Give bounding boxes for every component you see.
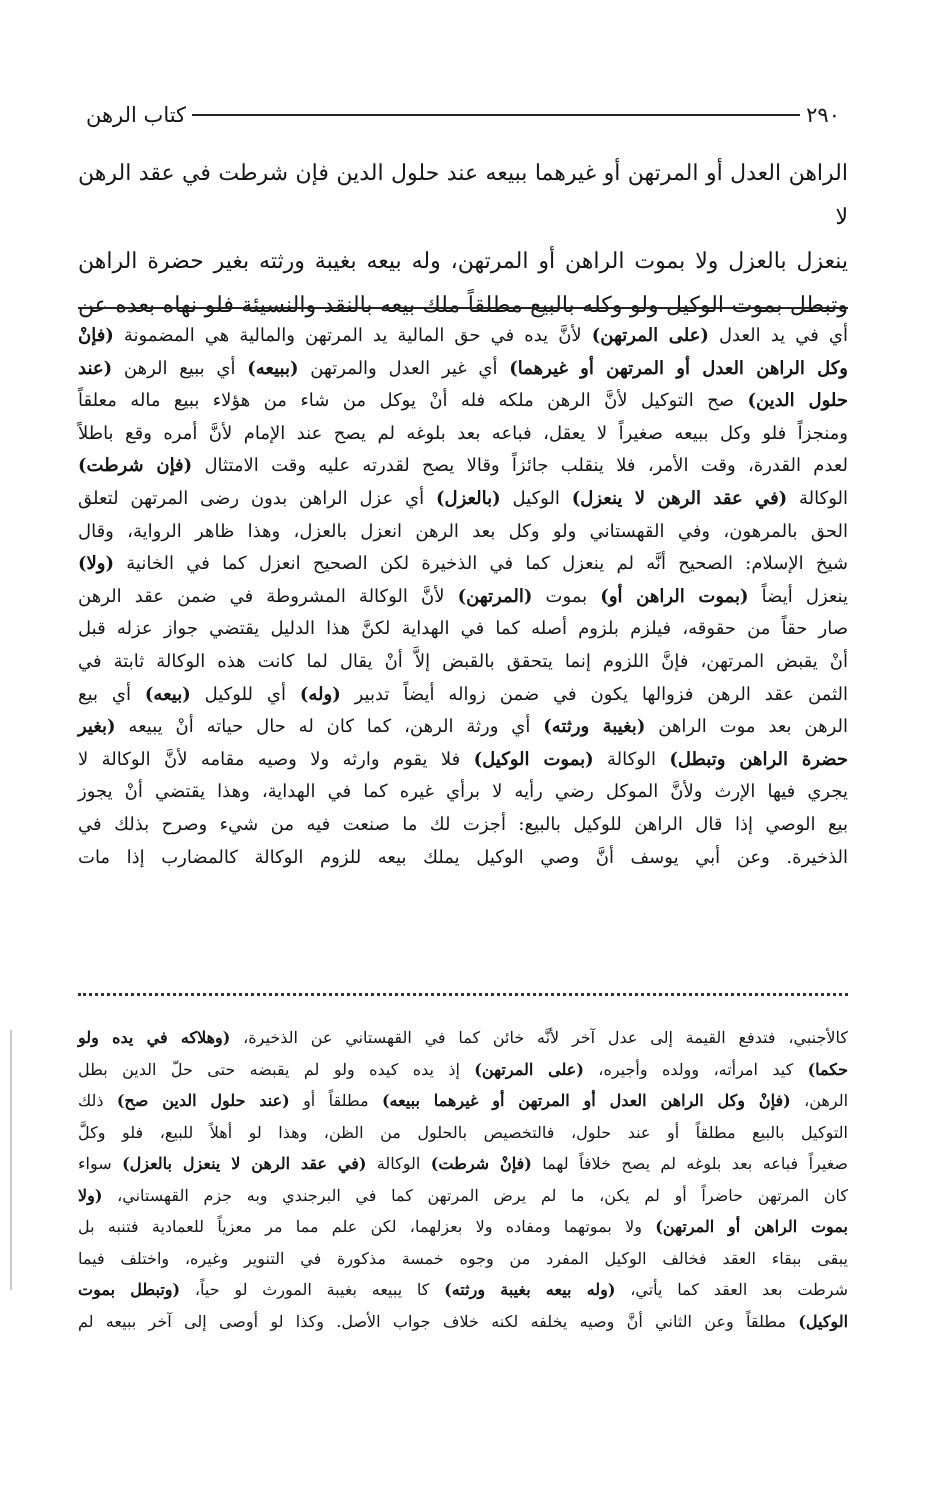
bold-matn-quote: (المرتهن): [457, 585, 533, 607]
text-run: الثمن عقد الرهن فزوالها يكون في ضمن زواله أيضاً تدبير: [340, 683, 848, 705]
footnote-separator-dots: [78, 993, 848, 996]
text-run: أي غير العدل والمرتهن: [298, 357, 510, 379]
text-run: أي ببيع الرهن: [112, 357, 248, 379]
text-run: الحق بالمرهون، وفي القهستاني ولو وكل بعد الرهن انعزل بالعزل، وهذا ظاهر الرواية، وقال: [78, 520, 848, 542]
bold-matn-quote: (وهلاكه في يده ولو: [78, 1028, 231, 1047]
text-run: أنْ يقبض المرتهن، فإنَّ اللزوم إنما يتحقق بالقبض إلاَّ أنْ يقال لما كانت هذه الوكالة ثابتة في: [78, 650, 848, 672]
commentary-line: [78, 418, 848, 451]
bold-matn-quote: حضرة الراهن وتبطل): [669, 748, 848, 770]
text-run: الوكالة: [593, 748, 670, 770]
commentary-line: [78, 776, 848, 809]
bold-matn-quote: (على المرتهن): [474, 1059, 584, 1079]
text-run: أي بيع: [78, 683, 145, 705]
matn-line: ينعزل بالعزل ولا بموت الراهن أو المرتهن، وله بيعه بغيبة ورثته بغير حضرة الراهن: [78, 249, 848, 274]
commentary-line: [78, 711, 848, 744]
commentary-line: [78, 483, 848, 516]
footnote-line: [78, 1180, 848, 1212]
commentary-line: [78, 613, 848, 646]
commentary-line: [78, 744, 848, 777]
footnote-line: [78, 1211, 848, 1243]
text-run: ومنجزاً فلو وكل ببيعه صغيراً لا يعقل، فباعه بعد بلوغه لم يصح عند الإمام لأنَّ أمره وقع باطلاً: [78, 422, 848, 444]
header-rule: [192, 114, 800, 116]
footnote-line: [78, 1117, 848, 1149]
commentary-line: [78, 320, 848, 353]
bold-matn-quote: (في عقد الرهن لا ينعزل بالعزل): [122, 1154, 367, 1173]
bold-matn-quote: بموت الراهن أو المرتهن): [655, 1217, 848, 1236]
bold-matn-quote: (عند حلول الدين صح): [116, 1091, 290, 1110]
text-run: الوكالة: [787, 487, 848, 509]
bold-matn-quote: (وله بيعه بغيبة ورثته): [444, 1280, 616, 1299]
matn-separator-line: [78, 307, 848, 309]
text-run: الوكالة: [366, 1154, 431, 1173]
text-run: لأنَّ يده في حق المالية يد المرتهن والمالية هي المضمونة: [113, 325, 592, 346]
matn-block: [78, 152, 848, 328]
text-run: لعدم القدرة، وقت الأمر، فلا ينقلب جائزاً وقالا يصح لقدرته عليه وقت الامتثال: [192, 455, 849, 477]
footnote-block: [78, 1022, 848, 1337]
running-header: [78, 98, 848, 132]
bold-matn-quote: الوكيل): [798, 1311, 849, 1331]
bold-matn-quote: وكل الراهن العدل أو المرتهن أو غيرهما): [509, 357, 848, 379]
text-run: أي في يد العدل: [708, 325, 848, 346]
text-run: الرهن،: [790, 1091, 849, 1110]
text-run: كا يبيعه بغيبة المورث لو حياً،: [180, 1280, 445, 1299]
footnote-line: [78, 1022, 848, 1054]
bold-matn-quote: حكما): [807, 1059, 848, 1079]
text-run: أي للوكيل: [190, 683, 300, 705]
bold-matn-quote: (وتبطل بموت: [78, 1280, 181, 1299]
bold-matn-quote: (بيعه): [144, 683, 191, 705]
scan-edge-mark: [10, 1030, 12, 1290]
text-run: بموت: [532, 585, 601, 607]
text-run: أي عزل الراهن بدون رضى المرتهن لتعلق: [78, 487, 436, 509]
bold-matn-quote: (ولا): [78, 553, 114, 575]
matn-line: وتبطل بموت الوكيل ولو وكله بالبيع مطلقاً ملك بيعه بالنقد والنسيئة فلو نهاه بعده عن: [78, 293, 848, 318]
bold-matn-quote: (بموت الوكيل): [473, 748, 594, 770]
commentary-line: [78, 516, 848, 549]
bold-matn-quote: حلول الدين): [747, 390, 848, 412]
text-run: يبقى ببقاء العقد فخالف الوكيل المفرد من وجوه خمسة مذكورة في التنوير وغيره، واختلف فيما: [78, 1248, 848, 1268]
commentary-line: [78, 809, 848, 842]
commentary-line: [78, 548, 848, 581]
text-run: التوكيل بالبيع مطلقاً أو عند حلول، فالتخصيص بالحلول من الظن، وهذا لو أهلاً للبيع، فلو وكلَّ: [78, 1122, 848, 1142]
text-run: مطلقاً أو: [289, 1091, 382, 1110]
text-run: الذخيرة. وعن أبي يوسف أنَّ وصي الوكيل يملك بيعه للزوم الوكالة كالمضارب إذا مات: [78, 846, 849, 868]
text-run: سواء: [78, 1154, 123, 1173]
text-run: الرهن بعد موت الراهن: [645, 716, 849, 738]
matn-line: الراهن العدل أو المرتهن أو غيرهما ببيعه عند حلول الدين فإن شرطت في عقد الرهن لا: [78, 161, 848, 230]
text-run: كالأجنبي، فتدفع القيمة إلى عدل آخر لأنَّه خائن كما في القهستاني عن الذخيرة،: [230, 1028, 849, 1047]
bold-matn-quote: (بالعزل): [435, 487, 501, 509]
footnote-line: [78, 1306, 848, 1338]
text-run: لأنَّ الوكالة المشروطة في ضمن عقد الرهن: [78, 585, 458, 607]
bold-matn-quote: (ببيعه): [247, 357, 299, 379]
text-run: الوكيل: [500, 487, 572, 509]
commentary-line: [78, 353, 848, 386]
bold-matn-quote: (فإنْ: [78, 325, 114, 346]
commentary-line: [78, 581, 848, 614]
commentary-line: [78, 646, 848, 679]
text-run: صغيراً فباعه بعد بلوغه لم يصح خلافاً لهما: [531, 1154, 849, 1173]
text-run: ينعزل أيضاً: [748, 585, 849, 607]
footnote-line: [78, 1274, 848, 1306]
commentary-line: [78, 385, 848, 418]
text-run: شرطت بعد العقد كما يأتي،: [615, 1280, 849, 1299]
text-run: ذلك: [78, 1091, 117, 1110]
bold-matn-quote: (عند: [78, 357, 113, 379]
chapter-title: كتاب الرهن: [86, 103, 187, 127]
text-run: صح التوكيل لأنَّ الرهن ملكه فله أنْ يوكل من شاء من هؤلاء ببيع ماله معلقاً: [78, 390, 748, 412]
footnote-line: [78, 1243, 848, 1275]
bold-matn-quote: (ولا: [78, 1185, 103, 1205]
text-run: إذ يده كيده ولو لم يقبضه حتى حلّ الدين بطل: [78, 1059, 475, 1079]
text-run: بيع الوصي إذا قال الراهن للوكيل بالبيع: أجزت لك ما صنعت فيه من شيء وصرح بذلك في: [78, 813, 848, 835]
text-run: صار حقاً من حقوقه، فيلزم بلزوم أصله كما في الهداية لكنَّ هذا الدليل يقتضي جواز عزله قبل: [78, 618, 848, 640]
text-run: فلا يقوم وارثه ولا وصيه مقامه لأنَّ الوكالة لا: [78, 748, 474, 770]
bold-matn-quote: (فإنْ وكل الراهن العدل أو المرتهن أو غيرهما ببيعه): [381, 1091, 791, 1110]
bold-matn-quote: (وله): [299, 683, 341, 705]
text-run: مطلقاً وعن الثاني أنَّ وصيه يخلفه لكنه خلاف جواب الأصل. وكذا لو أوصى إلى آخر ببيعه لم: [78, 1311, 799, 1331]
text-run: كان المرتهن حاضراً أو لم يكن، ما لم يرض المرتهن كما في البرجندي وبه جزم القهستاني،: [102, 1185, 848, 1205]
text-run: شيخ الإسلام: الصحيح أنَّه لم ينعزل كما في الذخيرة لكن الصحيح انعزل كما في الخانية: [114, 553, 848, 575]
commentary-line: [78, 842, 848, 875]
footnote-line: [78, 1148, 848, 1180]
commentary-block: [78, 320, 848, 874]
commentary-line: [78, 450, 848, 483]
text-run: يجري فيها الإرث ولأنَّ الموكل رضي رأيه لا برأي غيره كما في الهداية، وهذا يقتضي أنْ يجوز: [78, 781, 848, 803]
page-number: ٢٩٠: [806, 103, 840, 127]
bold-matn-quote: (بموت الراهن أو): [600, 585, 749, 607]
bold-matn-quote: (بغيبة ورثته): [543, 716, 646, 738]
text-run: أي ورثة الرهن، كما كان له حال حياته أنْ يبيعه: [115, 716, 544, 738]
footnote-line: [78, 1085, 848, 1117]
bold-matn-quote: (على المرتهن): [591, 325, 709, 346]
bold-matn-quote: (فإنْ شرطت): [430, 1154, 532, 1173]
footnote-line: [78, 1054, 848, 1086]
bold-matn-quote: (فإن شرطت): [78, 455, 193, 477]
text-run: ولا بموتهما ومفاده ولا بعزلهما، لكن علم مما مر معزياً للعمادية فتنبه بل: [78, 1217, 656, 1236]
bold-matn-quote: (بغير: [78, 716, 116, 738]
bold-matn-quote: (في عقد الرهن لا ينعزل): [571, 487, 788, 509]
commentary-line: [78, 679, 848, 712]
text-run: كيد امرأته، وولده وأجيره،: [583, 1059, 808, 1079]
